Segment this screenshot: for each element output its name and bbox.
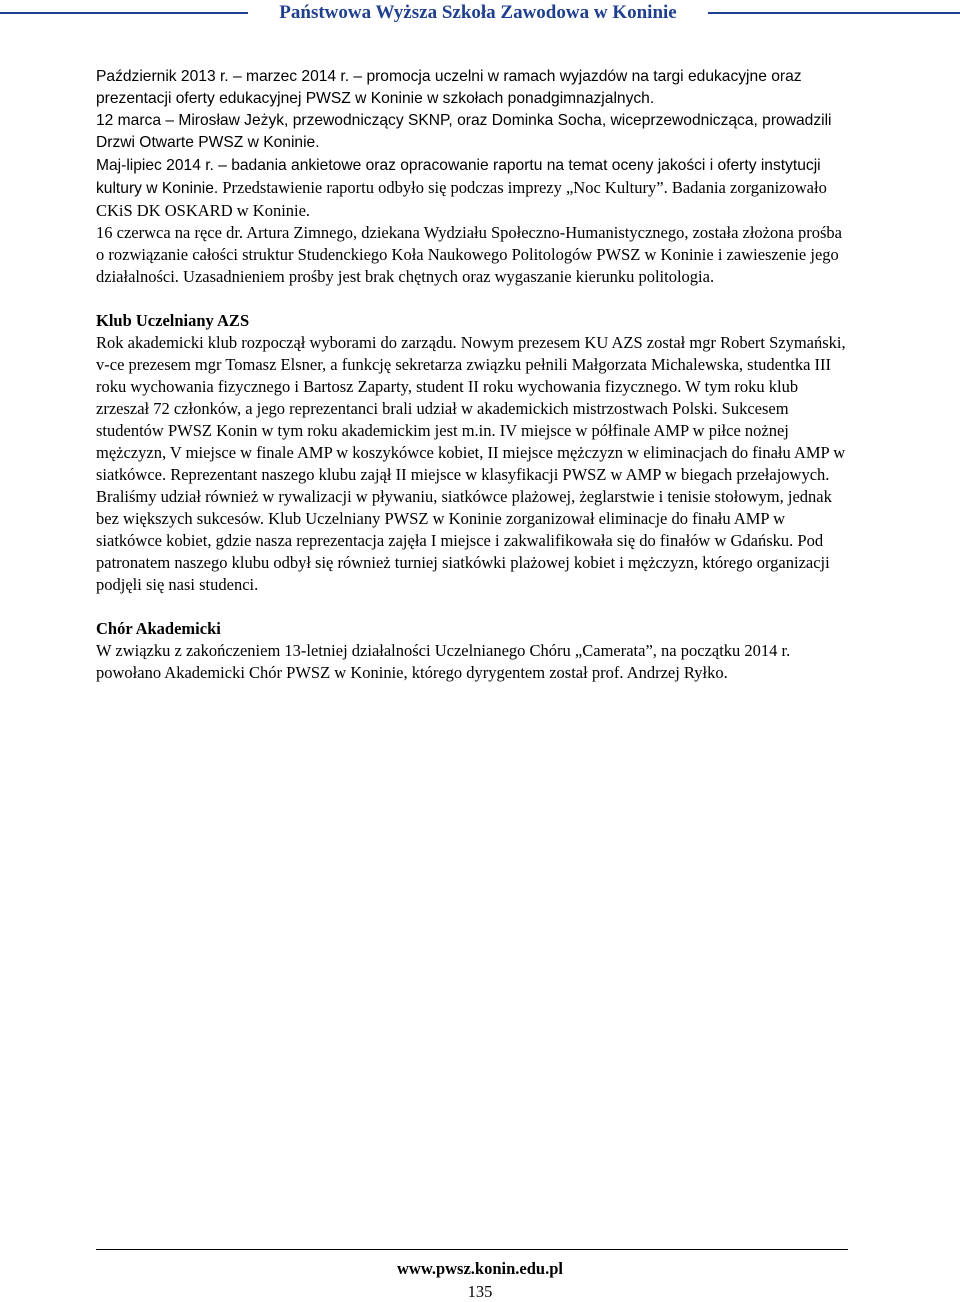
section-body: Rok akademicki klub rozpoczął wyborami do zarządu. Nowym prezesem KU AZS został mgr Robert Szymański, v-ce prezesem mgr Tomasz Elsner, a funkcję sekretarza związku pełnili Małgorzata Michalewska, studentka III roku wychowania fizycznego i Bartosz Zaparty, student II roku wychowania fizycznego. W tym roku klub zrzeszał 72 członków, a jego reprezentanci brali udział w akademickich mistrzostwach Polski. Sukcesem studentów PWSZ Konin w tym roku akademickim jest m.in. IV miejsce w półfinale AMP w piłce nożnej mężczyzn, V miejsce w finale AMP w koszykówce kobiet, II miejsce mężczyzn w eliminacjach do finału AMP w siatkówce. Reprezentant naszego klubu zajął II miejsce w klasyfikacji PWSZ w AMP w biegach przełajowych. Braliśmy udział również w rywalizacji w pływaniu, siatkówce plażowej, żeglarstwie i tenisie stołowym, jednak bez większych sukcesów. Klub Uczelniany PWSZ w Koninie zorganizował eliminacje do finału AMP w siatkówce kobiet, gdzie nasza reprezentacja zajęła I miejsce i zakwalifikowała się do finałów w Gdańsku. Pod patronatem naszego klubu odbył się również turniej siatkówki plażowej kobiet i mężczyzn, którego organizacji podjęli się nasi studenci. <box>96 333 846 594</box>
header-title: Państwowa Wyższa Szkoła Zawodowa w Koninie <box>279 2 677 23</box>
footer-url: www.pwsz.konin.edu.pl <box>397 1259 563 1278</box>
header-rule-left <box>0 12 248 14</box>
footer-rule <box>96 1249 848 1250</box>
page-content <box>96 66 848 684</box>
page-number: 135 <box>467 1282 493 1301</box>
section-body: W związku z zakończeniem 13-letniej działalności Uczelnianego Chóru „Camerata”, na początku 2014 r. powołano Akademicki Chór PWSZ w Koninie, którego dyrygentem został prof. Andrzej Ryłko. <box>96 641 791 682</box>
intro-paragraph-3 <box>96 154 848 222</box>
june-paragraph: 16 czerwca na ręce dr. Artura Zimnego, dziekana Wydziału Społeczno-Humanistycznego, została złożona prośba o rozwiązanie całości struktur Studenckiego Koła Naukowego Politologów PWSZ w Koninie i zawieszenie jego działalności. Uzasadnieniem prośby jest brak chętnych oraz wygaszanie kierunku politologia. <box>96 223 842 286</box>
intro-paragraph-1: Październik 2013 r. – marzec 2014 r. – promocja uczelni w ramach wyjazdów na targi edukacyjne oraz prezentacji oferty edukacyjnej PWSZ w Koninie w szkołach ponadgimnazjalnych. <box>96 68 802 107</box>
intro-paragraph-3-lead: Maj-lipiec 2014 r. – badania ankietowe oraz opracowanie raportu na temat oceny jakości i oferty instytucji kultury w Koninie. <box>96 157 821 197</box>
intro-paragraph-3-continuation: Przedstawienie raportu odbyło się podczas imprezy „Noc Kultury”. Badania zorganizowało CKiS DK OSKARD w Koninie. <box>96 178 827 220</box>
intro-paragraph-2: 12 marca – Mirosław Jeżyk, przewodniczący SKNP, oraz Dominka Socha, wiceprzewodnicząca, prowadzili Drzwi Otwarte PWSZ w Koninie. <box>96 112 832 151</box>
page-header <box>0 0 960 30</box>
section-azs <box>96 310 848 596</box>
section-choir <box>96 618 848 684</box>
section-title: Chór Akademicki <box>96 619 221 638</box>
section-title: Klub Uczelniany AZS <box>96 311 250 330</box>
header-rule-right <box>708 12 960 14</box>
